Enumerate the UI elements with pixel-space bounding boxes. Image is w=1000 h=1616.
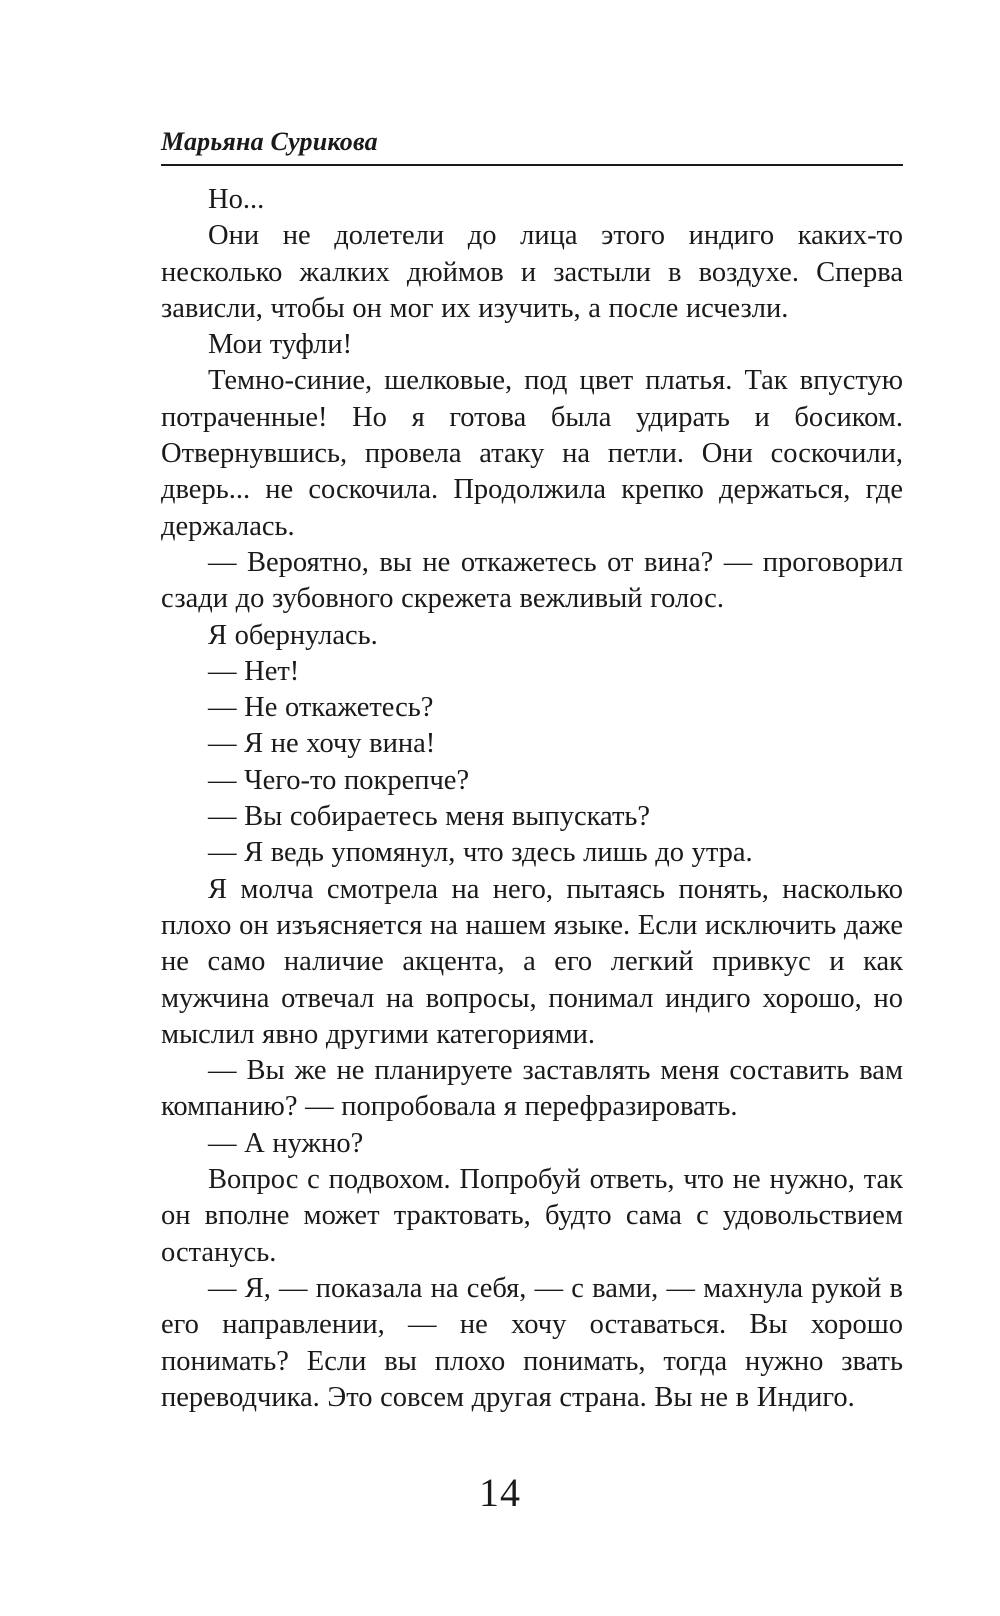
paragraph: — Я ведь упомянул, что здесь лишь до утра. <box>208 837 753 869</box>
paragraph: — Чего-то покрепче? <box>208 764 470 796</box>
paragraph: Темно-синие, шелковые, под цвет платья. Так впустую потраченные! Но я готова была удирать и босиком. Отвернувшись, провела атаку на петли. Они соскочили, дверь... не соскочила. Продолжила крепко держаться, где держалась. <box>161 365 903 542</box>
paragraph: Вопрос с подвохом. Попробуй ответь, что не нужно, так он вполне может трактовать, будто сама с удовольствием останусь. <box>161 1164 903 1268</box>
author-name: Марьяна Сурикова <box>161 127 378 156</box>
paragraph: Я обернулась. <box>208 619 378 651</box>
page-number: 14 <box>479 1470 521 1515</box>
paragraph: — Я не хочу вина! <box>208 728 436 760</box>
paragraph: — Вы собираетесь меня выпускать? <box>208 801 651 833</box>
paragraph: — Вероятно, вы не откажетесь от вина? — проговорил сзади до зубовного скрежета вежливый голос. <box>161 546 903 615</box>
paragraph: Они не долетели до лица этого индиго каких-то несколько жалких дюймов и застыли в воздухе. Сперва зависли, чтобы он мог их изучить, а после исчезли. <box>161 220 903 324</box>
running-head <box>161 120 903 166</box>
paragraph: — Не откажетесь? <box>208 692 434 724</box>
paragraph: Но... <box>208 184 265 215</box>
paragraph: — А нужно? <box>208 1127 364 1159</box>
paragraph: Я молча смотрела на него, пытаясь понять, насколько плохо он изъясняется на нашем языке. Если исключить даже не само наличие акцента, а его легкий привкус и как мужчина отвечал на вопросы, понимал индиго хорошо, но мыслил явно другими категориями. <box>161 873 903 1050</box>
paragraph: — Я, — показала на себя, — с вами, — махнула рукой в его направлении, — не хочу оставаться. Вы хорошо понимать? Если вы плохо понимать, тогда нужно звать переводчика. Это совсем другая страна. Вы не в Индиго. <box>161 1272 903 1413</box>
paragraph: Мои туфли! <box>208 329 353 361</box>
body-text <box>161 182 903 1416</box>
paragraph: — Нет! <box>208 655 300 687</box>
paragraph: — Вы же не планируете заставлять меня составить вам компанию? — попробовала я перефразировать. <box>161 1055 903 1123</box>
